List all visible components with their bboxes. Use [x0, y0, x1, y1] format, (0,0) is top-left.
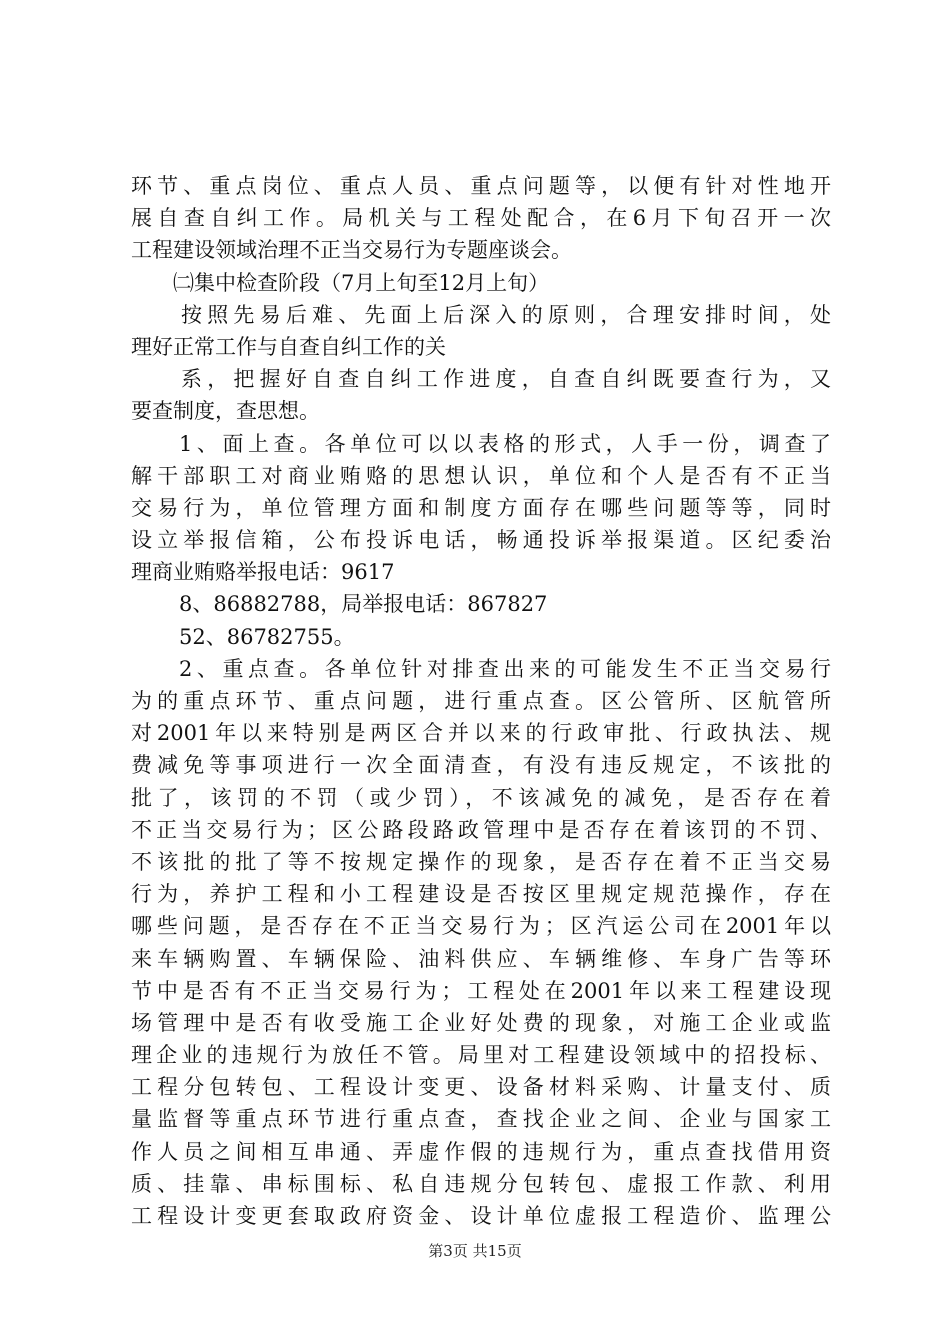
text-line: 要查制度，查思想。 [131, 399, 320, 424]
text-line: 解干部职工对商业贿赂的思想认识，单位和个人是否有不正当 [131, 463, 831, 488]
text-line: 工程分包转包、工程设计变更、设备材料采购、计量支付、质 [131, 1075, 831, 1100]
text-line: 交易行为，单位管理方面和制度方面存在哪些问题等等，同时 [131, 495, 831, 520]
text-line: 批了，该罚的不罚（或少罚），不该减免的减免，是否存在着 [131, 785, 831, 810]
text-line: 工程建设领域治理不正当交易行为专题座谈会。 [131, 238, 572, 263]
text-line: 量监督等重点环节进行重点查，查找企业之间、企业与国家工 [131, 1107, 831, 1132]
text-line: 2、重点查。各单位针对排查出来的可能发生不正当交易行 [179, 656, 831, 681]
text-line: 行为，养护工程和小工程建设是否按区里规定规范操作，存在 [131, 882, 831, 907]
text-line: 系，把握好自查自纠工作进度，自查自纠既要查行为，又 [181, 367, 831, 392]
text-line: 节中是否有不正当交易行为；工程处在2001年以来工程建设现 [131, 978, 831, 1003]
text-line: 按照先易后难、先面上后深入的原则，合理安排时间，处 [181, 302, 831, 327]
text-line: 1、面上查。各单位可以以表格的形式，人手一份，调查了 [179, 431, 831, 456]
text-line: 环节、重点岗位、重点人员、重点问题等，以便有针对性地开 [131, 174, 831, 198]
text-line: 设立举报信箱，公布投诉电话，畅通投诉举报渠道。区纪委治 [131, 528, 831, 553]
text-line: 工程设计变更套取政府资金、设计单位虚报工程造价、监理公 [131, 1204, 831, 1228]
text-line: 对2001年以来特别是两区合并以来的行政审批、行政执法、规 [131, 721, 831, 746]
section-heading: ㈡集中检查阶段（7月上旬至12月上旬） [173, 270, 550, 295]
text-line: 费减免等事项进行一次全面清查，有没有违反规定，不该批的 [131, 753, 831, 778]
page-footer [0, 1240, 950, 1262]
body-text [131, 170, 831, 1232]
text-line: 不正当交易行为；区公路段路政管理中是否存在着该罚的不罚、 [131, 817, 831, 842]
text-line: 为的重点环节、重点问题，进行重点查。区公管所、区航管所 [131, 689, 831, 713]
text-line: 理商业贿赂举报电话：9617 [131, 560, 395, 585]
text-line: 展自查自纠工作。局机关与工程处配合，在6月下旬召开一次 [131, 206, 831, 231]
page-number-label: 第3页 共15页 [428, 1242, 522, 1260]
text-line: 不该批的批了等不按规定操作的现象，是否存在着不正当交易 [131, 849, 831, 874]
text-line: 作人员之间相互串通、弄虚作假的违规行为，重点查找借用资 [131, 1139, 831, 1164]
text-line: 52、86782755。 [179, 624, 355, 649]
text-line: 理好正常工作与自查自纠工作的关 [131, 334, 446, 359]
text-line: 来车辆购置、车辆保险、油料供应、车辆维修、车身广告等环 [131, 946, 831, 971]
text-line: 哪些问题，是否存在不正当交易行为；区汽运公司在2001年以 [131, 914, 831, 939]
text-line: 场管理中是否有收受施工企业好处费的现象，对施工企业或监 [131, 1010, 831, 1035]
text-line: 质、挂靠、串标围标、私自违规分包转包、虚报工作款、利用 [131, 1171, 831, 1196]
text-line: 8、86882788，局举报电话：867827 [179, 592, 548, 617]
text-line: 理企业的违规行为放任不管。局里对工程建设领域中的招投标、 [131, 1043, 831, 1068]
